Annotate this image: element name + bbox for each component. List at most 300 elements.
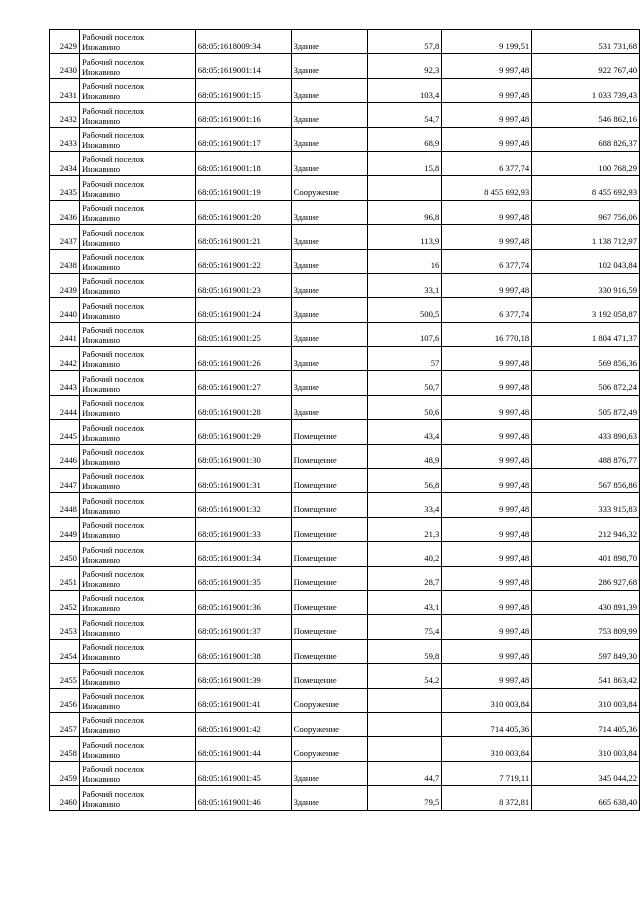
cadastral-number-cell: 68:05:1619001:36 xyxy=(195,590,291,614)
locality-line-1: Рабочий поселок xyxy=(81,593,145,604)
object-type-cell: Здание xyxy=(291,347,367,371)
locality-line-1: Рабочий поселок xyxy=(81,666,145,677)
area-cell: 54,7 xyxy=(367,103,442,127)
area-cell: 33,1 xyxy=(367,273,442,297)
area-cell: 113,9 xyxy=(367,225,442,249)
row-number-cell: 2453 xyxy=(50,615,80,639)
locality-line-2: Инжавино xyxy=(81,749,121,760)
locality-cell xyxy=(79,273,195,297)
unit-value-cell: 6 377,74 xyxy=(442,249,532,273)
object-type-cell: Помещение xyxy=(291,615,367,639)
locality-line-1: Рабочий поселок xyxy=(81,617,145,628)
unit-value-cell: 9 997,48 xyxy=(442,225,532,249)
cadastral-number-cell: 68:05:1619001:35 xyxy=(195,566,291,590)
unit-value-cell: 9 997,48 xyxy=(442,420,532,444)
locality-line-2: Инжавино xyxy=(81,115,121,126)
area-cell: 28,7 xyxy=(367,566,442,590)
cadastral-value-cell: 286 927,68 xyxy=(532,566,640,590)
locality-cell xyxy=(79,469,195,493)
unit-value-cell: 16 770,18 xyxy=(442,322,532,346)
area-cell: 107,6 xyxy=(367,322,442,346)
row-number-cell: 2451 xyxy=(50,566,80,590)
area-cell: 43,1 xyxy=(367,590,442,614)
unit-value-cell: 9 997,48 xyxy=(442,566,532,590)
locality-cell xyxy=(79,590,195,614)
cadastral-number-cell: 68:05:1619001:45 xyxy=(195,761,291,785)
unit-value-cell: 9 997,48 xyxy=(442,493,532,517)
locality-line-2: Инжавино xyxy=(81,261,121,272)
cadastral-value-cell: 597 849,30 xyxy=(532,639,640,663)
area-cell: 75,4 xyxy=(367,615,442,639)
object-type-cell: Помещение xyxy=(291,664,367,688)
cadastral-value-cell: 100 768,29 xyxy=(532,151,640,175)
unit-value-cell: 6 377,74 xyxy=(442,151,532,175)
area-cell: 103,4 xyxy=(367,78,442,102)
locality-line-1: Рабочий поселок xyxy=(81,349,145,360)
locality-line-2: Инжавино xyxy=(81,505,121,516)
unit-value-cell: 9 997,48 xyxy=(442,590,532,614)
locality-line-1: Рабочий поселок xyxy=(81,788,145,799)
cadastral-value-cell: 567 856,86 xyxy=(532,469,640,493)
table-row xyxy=(50,30,640,54)
object-type-cell: Помещение xyxy=(291,542,367,566)
cadastral-value-cell: 310 003,84 xyxy=(532,737,640,761)
cadastral-number-cell: 68:05:1619001:16 xyxy=(195,103,291,127)
locality-cell xyxy=(79,688,195,712)
row-number-cell: 2458 xyxy=(50,737,80,761)
row-number-cell: 2450 xyxy=(50,542,80,566)
locality-line-1: Рабочий поселок xyxy=(81,715,145,726)
area-cell xyxy=(367,737,442,761)
locality-line-2: Инжавино xyxy=(81,578,121,589)
object-type-cell: Здание xyxy=(291,249,367,273)
locality-cell xyxy=(79,371,195,395)
unit-value-cell: 9 997,48 xyxy=(442,639,532,663)
locality-line-2: Инжавино xyxy=(81,139,121,150)
unit-value-cell: 9 997,48 xyxy=(442,78,532,102)
locality-cell xyxy=(79,517,195,541)
row-number-cell: 2432 xyxy=(50,103,80,127)
locality-cell xyxy=(79,54,195,78)
object-type-cell: Сооружение xyxy=(291,688,367,712)
table-row xyxy=(50,78,640,102)
cadastral-number-cell: 68:05:1619001:44 xyxy=(195,737,291,761)
object-type-cell: Здание xyxy=(291,54,367,78)
locality-cell xyxy=(79,249,195,273)
cadastral-number-cell: 68:05:1619001:27 xyxy=(195,371,291,395)
cadastral-number-cell: 68:05:1619001:33 xyxy=(195,517,291,541)
object-type-cell: Здание xyxy=(291,786,367,810)
table-row xyxy=(50,664,640,688)
row-number-cell: 2460 xyxy=(50,786,80,810)
locality-line-2: Инжавино xyxy=(81,42,121,53)
locality-line-1: Рабочий поселок xyxy=(81,178,145,189)
unit-value-cell: 9 997,48 xyxy=(442,371,532,395)
locality-line-1: Рабочий поселок xyxy=(81,129,145,140)
locality-line-1: Рабочий поселок xyxy=(81,56,145,67)
locality-line-2: Инжавино xyxy=(81,700,121,711)
area-cell xyxy=(367,688,442,712)
locality-line-2: Инжавино xyxy=(81,335,121,346)
table-row xyxy=(50,566,640,590)
locality-line-1: Рабочий поселок xyxy=(81,422,145,433)
cadastral-value-cell: 433 890,63 xyxy=(532,420,640,444)
locality-cell xyxy=(79,786,195,810)
unit-value-cell: 9 997,48 xyxy=(442,54,532,78)
row-number-cell: 2448 xyxy=(50,493,80,517)
unit-value-cell: 9 997,48 xyxy=(442,395,532,419)
object-type-cell: Сооружение xyxy=(291,737,367,761)
unit-value-cell: 310 003,84 xyxy=(442,737,532,761)
row-number-cell: 2434 xyxy=(50,151,80,175)
locality-line-1: Рабочий поселок xyxy=(81,32,145,43)
locality-cell xyxy=(79,542,195,566)
area-cell: 92,3 xyxy=(367,54,442,78)
cadastral-number-cell: 68:05:1619001:32 xyxy=(195,493,291,517)
table-row xyxy=(50,347,640,371)
object-type-cell: Здание xyxy=(291,78,367,102)
area-cell: 500,5 xyxy=(367,298,442,322)
locality-cell xyxy=(79,712,195,736)
area-cell: 96,8 xyxy=(367,200,442,224)
locality-line-1: Рабочий поселок xyxy=(81,300,145,311)
area-cell xyxy=(367,712,442,736)
locality-line-1: Рабочий поселок xyxy=(81,154,145,165)
locality-cell xyxy=(79,225,195,249)
area-cell: 33,4 xyxy=(367,493,442,517)
table-row xyxy=(50,371,640,395)
cadastral-number-cell: 68:05:1619001:42 xyxy=(195,712,291,736)
unit-value-cell: 9 997,48 xyxy=(442,469,532,493)
locality-cell xyxy=(79,127,195,151)
locality-line-1: Рабочий поселок xyxy=(81,764,145,775)
cadastral-number-cell: 68:05:1619001:18 xyxy=(195,151,291,175)
locality-line-1: Рабочий поселок xyxy=(81,471,145,482)
row-number-cell: 2442 xyxy=(50,347,80,371)
row-number-cell: 2444 xyxy=(50,395,80,419)
row-number-cell: 2440 xyxy=(50,298,80,322)
unit-value-cell: 9 997,48 xyxy=(442,517,532,541)
unit-value-cell: 9 997,48 xyxy=(442,103,532,127)
area-cell: 68,9 xyxy=(367,127,442,151)
row-number-cell: 2435 xyxy=(50,176,80,200)
row-number-cell: 2439 xyxy=(50,273,80,297)
locality-line-2: Инжавино xyxy=(81,188,121,199)
locality-cell xyxy=(79,78,195,102)
area-cell: 57,8 xyxy=(367,30,442,54)
object-type-cell: Помещение xyxy=(291,566,367,590)
object-type-cell: Здание xyxy=(291,127,367,151)
table-row xyxy=(50,225,640,249)
cadastral-value-cell: 345 044,22 xyxy=(532,761,640,785)
locality-cell xyxy=(79,737,195,761)
locality-cell xyxy=(79,298,195,322)
table-row xyxy=(50,444,640,468)
cadastral-number-cell: 68:05:1619001:19 xyxy=(195,176,291,200)
object-type-cell: Здание xyxy=(291,395,367,419)
table-row xyxy=(50,517,640,541)
locality-line-2: Инжавино xyxy=(81,408,121,419)
locality-line-1: Рабочий поселок xyxy=(81,495,145,506)
row-number-cell: 2447 xyxy=(50,469,80,493)
cadastral-value-cell: 531 731,68 xyxy=(532,30,640,54)
area-cell: 48,9 xyxy=(367,444,442,468)
row-number-cell: 2446 xyxy=(50,444,80,468)
locality-line-2: Инжавино xyxy=(81,774,121,785)
locality-line-2: Инжавино xyxy=(81,627,121,638)
locality-line-2: Инжавино xyxy=(81,798,121,809)
unit-value-cell: 6 377,74 xyxy=(442,298,532,322)
locality-cell xyxy=(79,176,195,200)
locality-line-2: Инжавино xyxy=(81,481,121,492)
locality-line-1: Рабочий поселок xyxy=(81,325,145,336)
cadastral-number-cell: 68:05:1619001:46 xyxy=(195,786,291,810)
area-cell: 50,6 xyxy=(367,395,442,419)
area-cell: 56,8 xyxy=(367,469,442,493)
row-number-cell: 2437 xyxy=(50,225,80,249)
locality-cell xyxy=(79,420,195,444)
cadastral-number-cell: 68:05:1619001:22 xyxy=(195,249,291,273)
object-type-cell: Здание xyxy=(291,322,367,346)
unit-value-cell: 8 372,81 xyxy=(442,786,532,810)
locality-line-1: Рабочий поселок xyxy=(81,642,145,653)
cadastral-number-cell: 68:05:1619001:23 xyxy=(195,273,291,297)
unit-value-cell: 9 997,48 xyxy=(442,542,532,566)
cadastral-value-cell: 922 767,40 xyxy=(532,54,640,78)
cadastral-value-cell: 505 872,49 xyxy=(532,395,640,419)
row-number-cell: 2459 xyxy=(50,761,80,785)
object-type-cell: Помещение xyxy=(291,639,367,663)
locality-line-1: Рабочий поселок xyxy=(81,690,145,701)
row-number-cell: 2433 xyxy=(50,127,80,151)
locality-line-2: Инжавино xyxy=(81,603,121,614)
locality-cell xyxy=(79,30,195,54)
locality-cell xyxy=(79,200,195,224)
locality-cell xyxy=(79,615,195,639)
table-row xyxy=(50,249,640,273)
cadastral-number-cell: 68:05:1619001:39 xyxy=(195,664,291,688)
locality-line-1: Рабочий поселок xyxy=(81,544,145,555)
row-number-cell: 2430 xyxy=(50,54,80,78)
cadastral-number-cell: 68:05:1619001:28 xyxy=(195,395,291,419)
cadastral-value-cell: 753 809,99 xyxy=(532,615,640,639)
cadastral-value-cell: 3 192 058,87 xyxy=(532,298,640,322)
locality-line-2: Инжавино xyxy=(81,457,121,468)
locality-cell xyxy=(79,151,195,175)
table-row xyxy=(50,273,640,297)
table-row xyxy=(50,761,640,785)
unit-value-cell: 9 997,48 xyxy=(442,347,532,371)
row-number-cell: 2454 xyxy=(50,639,80,663)
locality-line-2: Инжавино xyxy=(81,237,121,248)
unit-value-cell: 714 405,36 xyxy=(442,712,532,736)
locality-cell xyxy=(79,493,195,517)
locality-line-1: Рабочий поселок xyxy=(81,447,145,458)
object-type-cell: Здание xyxy=(291,151,367,175)
row-number-cell: 2431 xyxy=(50,78,80,102)
cadastral-number-cell: 68:05:1619001:38 xyxy=(195,639,291,663)
object-type-cell: Помещение xyxy=(291,420,367,444)
area-cell xyxy=(367,176,442,200)
cadastral-number-cell: 68:05:1619001:31 xyxy=(195,469,291,493)
object-type-cell: Здание xyxy=(291,30,367,54)
table-row xyxy=(50,639,640,663)
unit-value-cell: 8 455 692,93 xyxy=(442,176,532,200)
table-row xyxy=(50,395,640,419)
locality-line-1: Рабочий поселок xyxy=(81,105,145,116)
table-row xyxy=(50,322,640,346)
row-number-cell: 2455 xyxy=(50,664,80,688)
table-row xyxy=(50,469,640,493)
object-type-cell: Здание xyxy=(291,103,367,127)
cadastral-number-cell: 68:05:1619001:41 xyxy=(195,688,291,712)
unit-value-cell: 9 997,48 xyxy=(442,127,532,151)
cadastral-value-cell: 310 003,84 xyxy=(532,688,640,712)
object-type-cell: Помещение xyxy=(291,444,367,468)
object-type-cell: Сооружение xyxy=(291,712,367,736)
table-row xyxy=(50,151,640,175)
object-type-cell: Помещение xyxy=(291,590,367,614)
table-row xyxy=(50,712,640,736)
area-cell: 40,2 xyxy=(367,542,442,566)
object-type-cell: Здание xyxy=(291,225,367,249)
locality-line-2: Инжавино xyxy=(81,66,121,77)
row-number-cell: 2436 xyxy=(50,200,80,224)
area-cell: 57 xyxy=(367,347,442,371)
cadastral-number-cell: 68:05:1619001:29 xyxy=(195,420,291,444)
locality-cell xyxy=(79,347,195,371)
row-number-cell: 2449 xyxy=(50,517,80,541)
locality-line-2: Инжавино xyxy=(81,554,121,565)
locality-line-1: Рабочий поселок xyxy=(81,568,145,579)
cadastral-number-cell: 68:05:1619001:14 xyxy=(195,54,291,78)
cadastral-value-cell: 333 915,83 xyxy=(532,493,640,517)
cadastral-value-cell: 430 891,39 xyxy=(532,590,640,614)
locality-cell xyxy=(79,322,195,346)
cadastral-value-cell: 1 804 471,37 xyxy=(532,322,640,346)
cadastral-value-cell: 8 455 692,93 xyxy=(532,176,640,200)
table-row xyxy=(50,542,640,566)
cadastral-value-cell: 665 638,40 xyxy=(532,786,640,810)
locality-line-1: Рабочий поселок xyxy=(81,276,145,287)
cadastral-number-cell: 68:05:1619001:21 xyxy=(195,225,291,249)
area-cell: 59,8 xyxy=(367,639,442,663)
locality-line-2: Инжавино xyxy=(81,676,121,687)
cadastral-number-cell: 68:05:1618009:34 xyxy=(195,30,291,54)
locality-line-1: Рабочий поселок xyxy=(81,251,145,262)
table-row xyxy=(50,493,640,517)
cadastral-value-cell: 401 898,70 xyxy=(532,542,640,566)
table-row xyxy=(50,688,640,712)
locality-cell xyxy=(79,664,195,688)
object-type-cell: Здание xyxy=(291,298,367,322)
cadastral-number-cell: 68:05:1619001:37 xyxy=(195,615,291,639)
area-cell: 21,3 xyxy=(367,517,442,541)
table-row xyxy=(50,615,640,639)
locality-line-1: Рабочий поселок xyxy=(81,739,145,750)
locality-line-1: Рабочий поселок xyxy=(81,81,145,92)
table-row xyxy=(50,176,640,200)
locality-line-2: Инжавино xyxy=(81,286,121,297)
locality-line-2: Инжавино xyxy=(81,213,121,224)
locality-cell xyxy=(79,639,195,663)
cadastral-value-cell: 546 862,16 xyxy=(532,103,640,127)
locality-line-2: Инжавино xyxy=(81,530,121,541)
cadastral-number-cell: 68:05:1619001:25 xyxy=(195,322,291,346)
locality-line-2: Инжавино xyxy=(81,383,121,394)
object-type-cell: Здание xyxy=(291,200,367,224)
object-type-cell: Здание xyxy=(291,761,367,785)
cadastral-value-cell: 714 405,36 xyxy=(532,712,640,736)
unit-value-cell: 9 997,48 xyxy=(442,615,532,639)
locality-line-2: Инжавино xyxy=(81,359,121,370)
cadastral-value-cell: 330 916,59 xyxy=(532,273,640,297)
locality-cell xyxy=(79,444,195,468)
cadastral-number-cell: 68:05:1619001:30 xyxy=(195,444,291,468)
locality-cell xyxy=(79,761,195,785)
locality-line-1: Рабочий поселок xyxy=(81,227,145,238)
cadastral-number-cell: 68:05:1619001:15 xyxy=(195,78,291,102)
object-type-cell: Помещение xyxy=(291,517,367,541)
object-type-cell: Сооружение xyxy=(291,176,367,200)
table-row xyxy=(50,200,640,224)
cadastral-value-cell: 1 033 739,43 xyxy=(532,78,640,102)
unit-value-cell: 9 997,48 xyxy=(442,444,532,468)
locality-line-1: Рабочий поселок xyxy=(81,398,145,409)
cadastral-number-cell: 68:05:1619001:24 xyxy=(195,298,291,322)
area-cell: 44,7 xyxy=(367,761,442,785)
object-type-cell: Помещение xyxy=(291,493,367,517)
cadastral-number-cell: 68:05:1619001:26 xyxy=(195,347,291,371)
unit-value-cell: 9 997,48 xyxy=(442,664,532,688)
row-number-cell: 2443 xyxy=(50,371,80,395)
cadastral-number-cell: 68:05:1619001:34 xyxy=(195,542,291,566)
row-number-cell: 2441 xyxy=(50,322,80,346)
locality-line-1: Рабочий поселок xyxy=(81,520,145,531)
row-number-cell: 2429 xyxy=(50,30,80,54)
row-number-cell: 2452 xyxy=(50,590,80,614)
cadastral-value-cell: 506 872,24 xyxy=(532,371,640,395)
table-row xyxy=(50,54,640,78)
locality-line-2: Инжавино xyxy=(81,91,121,102)
cadastral-value-cell: 1 138 712,97 xyxy=(532,225,640,249)
cadastral-number-cell: 68:05:1619001:17 xyxy=(195,127,291,151)
cadastral-value-cell: 541 863,42 xyxy=(532,664,640,688)
unit-value-cell: 7 719,11 xyxy=(442,761,532,785)
locality-line-2: Инжавино xyxy=(81,652,121,663)
locality-line-1: Рабочий поселок xyxy=(81,373,145,384)
table-body xyxy=(50,30,640,811)
unit-value-cell: 9 199,51 xyxy=(442,30,532,54)
unit-value-cell: 310 003,84 xyxy=(442,688,532,712)
object-type-cell: Здание xyxy=(291,273,367,297)
locality-line-1: Рабочий поселок xyxy=(81,203,145,214)
cadastral-value-cell: 688 826,37 xyxy=(532,127,640,151)
table-row xyxy=(50,127,640,151)
table-row xyxy=(50,737,640,761)
locality-cell xyxy=(79,103,195,127)
cadastral-value-cell: 102 043,84 xyxy=(532,249,640,273)
unit-value-cell: 9 997,48 xyxy=(442,273,532,297)
cadastral-value-cell: 212 946,32 xyxy=(532,517,640,541)
locality-line-2: Инжавино xyxy=(81,164,121,175)
cadastral-value-cell: 569 856,36 xyxy=(532,347,640,371)
locality-line-2: Инжавино xyxy=(81,310,121,321)
cadastral-value-cell: 488 876,77 xyxy=(532,444,640,468)
area-cell: 43,4 xyxy=(367,420,442,444)
cadastral-number-cell: 68:05:1619001:20 xyxy=(195,200,291,224)
cadastral-value-cell: 967 756,06 xyxy=(532,200,640,224)
